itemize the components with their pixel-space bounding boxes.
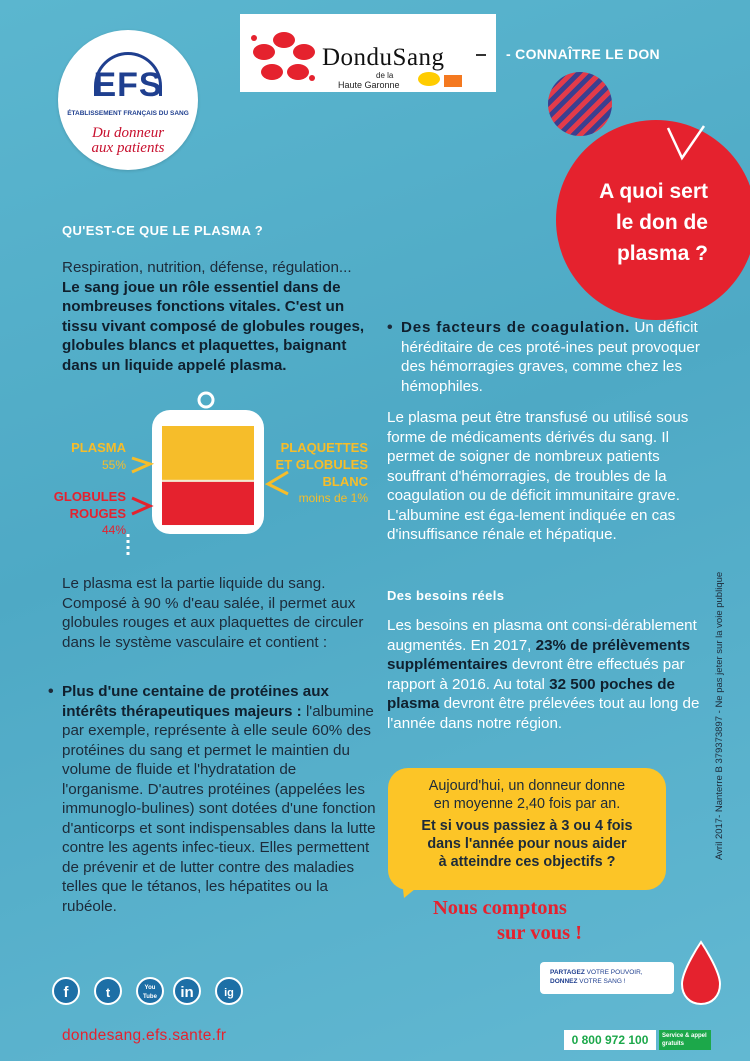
- needs-heading: Des besoins réels: [387, 588, 505, 603]
- platelets-label-1: PLAQUETTES: [280, 440, 368, 455]
- efs-logo-fullname: ÉTABLISSEMENT FRANÇAIS DU SANG: [67, 110, 189, 117]
- flower-logo-icon: [248, 26, 320, 86]
- blood-bag-diagram: [40, 380, 380, 560]
- plasma-heading: QU'EST-CE QUE LE PLASMA ?: [62, 223, 264, 238]
- callout-line1: Aujourd'hui, un donneur donne: [428, 778, 626, 794]
- plasma-definition: Le plasma est la partie liquide du sang. Composé à 90 % d'eau salée, il permet aux globules rouges et aux plaquettes de circuler dans le système vasculaire et contient :: [62, 575, 364, 651]
- needs-text-3: devront être prélevées tout au long de l'année dans notre région.: [387, 695, 700, 732]
- website-link[interactable]: dondesang.efs.sante.fr: [62, 1027, 227, 1044]
- bullet-coagulation-body: [387, 318, 705, 396]
- platelets-percent: moins de 1%: [298, 491, 368, 505]
- red-cells-label-2: ROUGES: [69, 506, 126, 521]
- orange-logo-icon: [444, 75, 462, 87]
- youtube-icon[interactable]: You Tube: [136, 977, 164, 1005]
- share-bold-1: PARTAGEZ: [550, 969, 585, 976]
- bullet-proteins-bold: Plus d'une centaine de protéines aux intérêts thérapeutiques majeurs :: [62, 683, 329, 720]
- phone-badge: Service & appel gratuits: [659, 1030, 711, 1050]
- section-label-text: CONNAÎTRE LE DON: [515, 46, 660, 62]
- share-bold-2: DONNEZ: [550, 978, 578, 985]
- red-cells-percent: 44%: [101, 523, 126, 537]
- share-box: [540, 962, 674, 994]
- phone-number[interactable]: 0 800 972 100: [564, 1030, 656, 1050]
- needs-paragraph: [387, 616, 705, 733]
- red-cells-fill: [162, 482, 254, 525]
- callout-question2: dans l'année pour nous aider: [427, 836, 627, 852]
- efs-tagline-line2: aux patients: [91, 140, 165, 156]
- callout-tail: [400, 880, 430, 900]
- callout-question1: Et si vous passiez à 3 ou 4 fois: [421, 818, 633, 834]
- needs-bold-1: 23% de prélèvements supplémentaires: [387, 636, 691, 673]
- dondusang-title: DonduSang: [322, 44, 445, 71]
- bullet-icon: •: [387, 319, 393, 336]
- bullet-coagulation: [387, 318, 705, 396]
- share-text-1: VOTRE POUVOIR,: [586, 969, 643, 976]
- la-poste-logo-icon: [418, 72, 440, 86]
- bullet-icon: •: [48, 683, 54, 700]
- twitter-icon[interactable]: t: [94, 977, 122, 1005]
- dondusang-banner: [240, 14, 496, 92]
- efs-logo-name: EFS: [93, 66, 163, 104]
- efs-logo: [58, 30, 198, 170]
- page-title-line2: le don de: [615, 211, 708, 234]
- blood-drop-icon: [678, 940, 724, 1006]
- bullet-proteins-body: [48, 682, 378, 916]
- facebook-icon[interactable]: f: [52, 977, 80, 1005]
- platelets-fill: [162, 480, 254, 482]
- needs-text-1: Les besoins en plasma ont consi-dérablement augmentés. En 2017,: [387, 617, 697, 654]
- striped-circle-decoration: [548, 72, 612, 136]
- dash-icon: -: [506, 46, 516, 62]
- needs-bold-2: 32 500 poches de plasma: [387, 675, 675, 712]
- efs-tagline-line1: Du donneur: [91, 125, 165, 141]
- efs-logo-tagline: [58, 126, 198, 156]
- platelets-label-2: ET GLOBULES: [275, 457, 368, 472]
- instagram-icon[interactable]: ig: [215, 977, 243, 1005]
- intro-paragraph: [62, 258, 374, 375]
- plasma-arrow-icon: [132, 458, 150, 472]
- page-title-line3: plasma ?: [616, 242, 708, 265]
- linkedin-icon[interactable]: in: [173, 977, 201, 1005]
- needs-text-2: devront être effectués par rapport à 2016. Au total: [387, 656, 685, 693]
- callout-question3: à atteindre ces objectifs ?: [438, 854, 616, 870]
- chevron-down-icon: [662, 120, 712, 170]
- legal-side-note: Avril 2017- Nanterre B 379373897 - Ne pas jeter sur la voie publique: [714, 571, 725, 860]
- intro-bold: Le sang joue un rôle essentiel dans de nombreuses fonctions vitales. C'est un tissu vivant composé de globules rouges, globules blancs et plaquettes, baignant dans un liquide appelé plasma.: [62, 278, 365, 374]
- callout-bubble: [388, 768, 666, 890]
- red-cells-label-1: GLOBULES: [53, 489, 126, 504]
- page-title-line1: A quoi sert: [599, 180, 708, 203]
- transfusion-paragraph: Le plasma peut être transfusé ou utilisé sous forme de médicaments dérivés du sang. Il permet de soigner de nombreux patients souffrant d'hémorragies, de troubles de la coagulation ou de déficit immunitaire grave. L'albumine est éga-lement indiquée en cas d'insuffisance rénale et hépatique.: [387, 409, 689, 543]
- intro-line: Respiration, nutrition, défense, régulation...: [62, 259, 352, 276]
- bullet-coagulation-bold: Des facteurs de coagulation.: [401, 319, 631, 336]
- platelets-label-3: BLANC: [322, 474, 368, 489]
- section-label: [506, 46, 660, 62]
- plasma-percent: 55%: [101, 458, 126, 472]
- dondusang-subtitle-2: Haute Garonne: [338, 80, 400, 90]
- page-title: [558, 176, 708, 269]
- red-cells-arrow-icon: [132, 498, 150, 514]
- plasma-label: PLASMA: [71, 440, 126, 455]
- plasma-fill: [162, 426, 254, 480]
- bullet-coagulation-text: Un déficit héréditaire de ces proté-ines peut provoquer des hémorragies graves, comme chez les hémophiles.: [401, 319, 700, 395]
- slogan-line1: Nous comptons: [433, 897, 567, 919]
- dondusang-subtitle-1: de la: [376, 71, 394, 80]
- dash-mark: [476, 54, 486, 56]
- slogan-line2: sur vous !: [497, 922, 583, 944]
- callout-line2: en moyenne 2,40 fois par an.: [433, 796, 621, 812]
- bag-hanger-icon: [199, 393, 213, 407]
- bullet-proteins-text: l'albumine par exemple, représente à elle seule 60% des protéines du sang et permet le maintien du volume de fluide et l'hydratation de l'organisme. D'autres protéines (appelées les immunoglo-bulines) sont dotées d'une fonction d'anticorps et sont indispensables dans la lutte contre les agents infec-tieux. Elles permettent de prévenir et de lutter contre des maladies telles que le tétanos, les hépatites ou la rubéole.: [62, 702, 376, 915]
- bullet-proteins: [48, 682, 378, 916]
- share-text-2: VOTRE SANG !: [579, 978, 626, 985]
